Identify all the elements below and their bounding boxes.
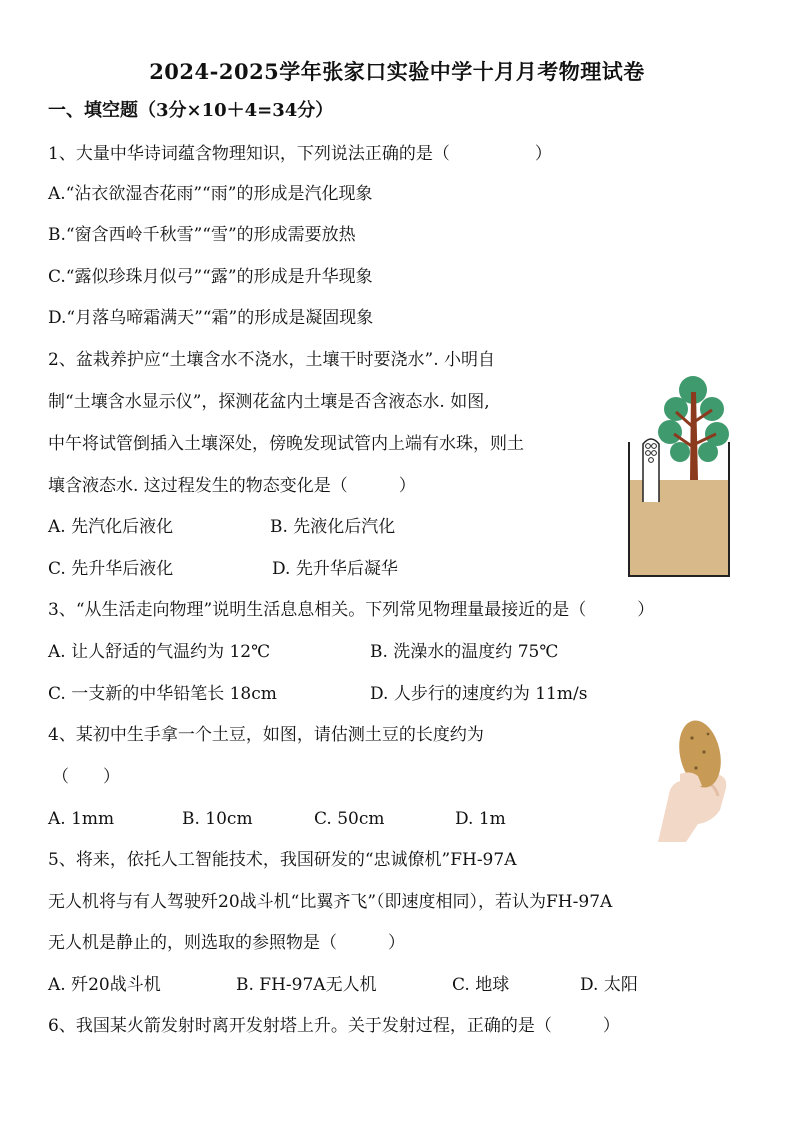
tree-icon bbox=[658, 376, 729, 480]
question-4-blank: （ ） bbox=[52, 767, 120, 787]
question-2-line-3: 中午将试管倒插入土壤深处，傍晚发现试管内上端有水珠，则土 bbox=[48, 434, 524, 454]
question-4-option-d: D. 1m bbox=[455, 809, 506, 829]
question-2-option-a: A. 先汽化后液化 bbox=[48, 517, 174, 537]
question-4-option-c: C. 50cm bbox=[314, 809, 385, 829]
question-3-stem: 3、“从生活走向物理”说明生活息息相关。下列常见物理量最接近的是（ ） bbox=[48, 600, 655, 620]
question-5-option-b: B. FH-97A无人机 bbox=[236, 975, 377, 995]
question-1-option-d: D.“月落乌啼霜满天”“霜”的形成是凝固现象 bbox=[48, 308, 374, 328]
question-5-option-d: D. 太阳 bbox=[580, 975, 638, 995]
question-1-option-a: A.“沾衣欲湿杏花雨”“雨”的形成是汽化现象 bbox=[48, 184, 373, 204]
plant-pot-figure bbox=[620, 372, 740, 578]
question-5-line-1: 5、将来，依托人工智能技术，我国研发的“忠诚僚机”FH-97A bbox=[48, 850, 517, 870]
question-4-stem: 4、某初中生手拿一个土豆，如图，请估测土豆的长度约为 bbox=[48, 725, 484, 745]
question-1-stem: 1、大量中华诗词蕴含物理知识，下列说法正确的是（ ） bbox=[48, 144, 552, 164]
question-6-stem: 6、我国某火箭发射时离开发射塔上升。关于发射过程，正确的是（ ） bbox=[48, 1016, 620, 1036]
question-2-line-1: 2、盆栽养护应“土壤含水不浇水，土壤干时要浇水”. 小明自 bbox=[48, 350, 496, 370]
question-3-option-b: B. 洗澡水的温度约 75℃ bbox=[370, 642, 559, 662]
question-1-option-c: C.“露似珍珠月似弓”“露”的形成是升华现象 bbox=[48, 267, 373, 287]
question-2-line-2: 制“土壤含水显示仪”，探测花盆内土壤是否含液态水. 如图, bbox=[48, 392, 490, 412]
question-5-option-a: A. 歼20战斗机 bbox=[48, 975, 161, 995]
question-4-option-b: B. 10cm bbox=[182, 809, 253, 829]
potato-in-hand-figure bbox=[646, 712, 736, 842]
section-heading: 一、填空题（3分×10＋4=34分） bbox=[48, 100, 334, 121]
test-tube-icon bbox=[643, 439, 659, 502]
question-1-option-b: B.“窗含西岭千秋雪”“雪”的形成需要放热 bbox=[48, 225, 356, 245]
page-title: 2024-2025学年张家口实验中学十月月考物理试卷 bbox=[149, 59, 645, 84]
question-3-option-a: A. 让人舒适的气温约为 12℃ bbox=[48, 642, 271, 662]
question-3-option-c: C. 一支新的中华铅笔长 18cm bbox=[48, 684, 277, 704]
question-2-option-b: B. 先液化后汽化 bbox=[270, 517, 396, 537]
question-3-option-d: D. 人步行的速度约为 11m/s bbox=[370, 684, 588, 704]
question-5-option-c: C. 地球 bbox=[452, 975, 510, 995]
question-5-line-2: 无人机将与有人驾驶歼20战斗机“比翼齐飞”（即速度相同），若认为FH-97A bbox=[48, 892, 613, 912]
question-2-option-d: D. 先升华后凝华 bbox=[272, 559, 398, 579]
question-2-option-c: C. 先升华后液化 bbox=[48, 559, 174, 579]
question-2-line-4: 壤含液态水. 这过程发生的物态变化是（ ） bbox=[48, 476, 416, 496]
question-4-option-a: A. 1mm bbox=[48, 809, 115, 829]
question-5-line-3: 无人机是静止的，则选取的参照物是（ ） bbox=[48, 933, 405, 953]
